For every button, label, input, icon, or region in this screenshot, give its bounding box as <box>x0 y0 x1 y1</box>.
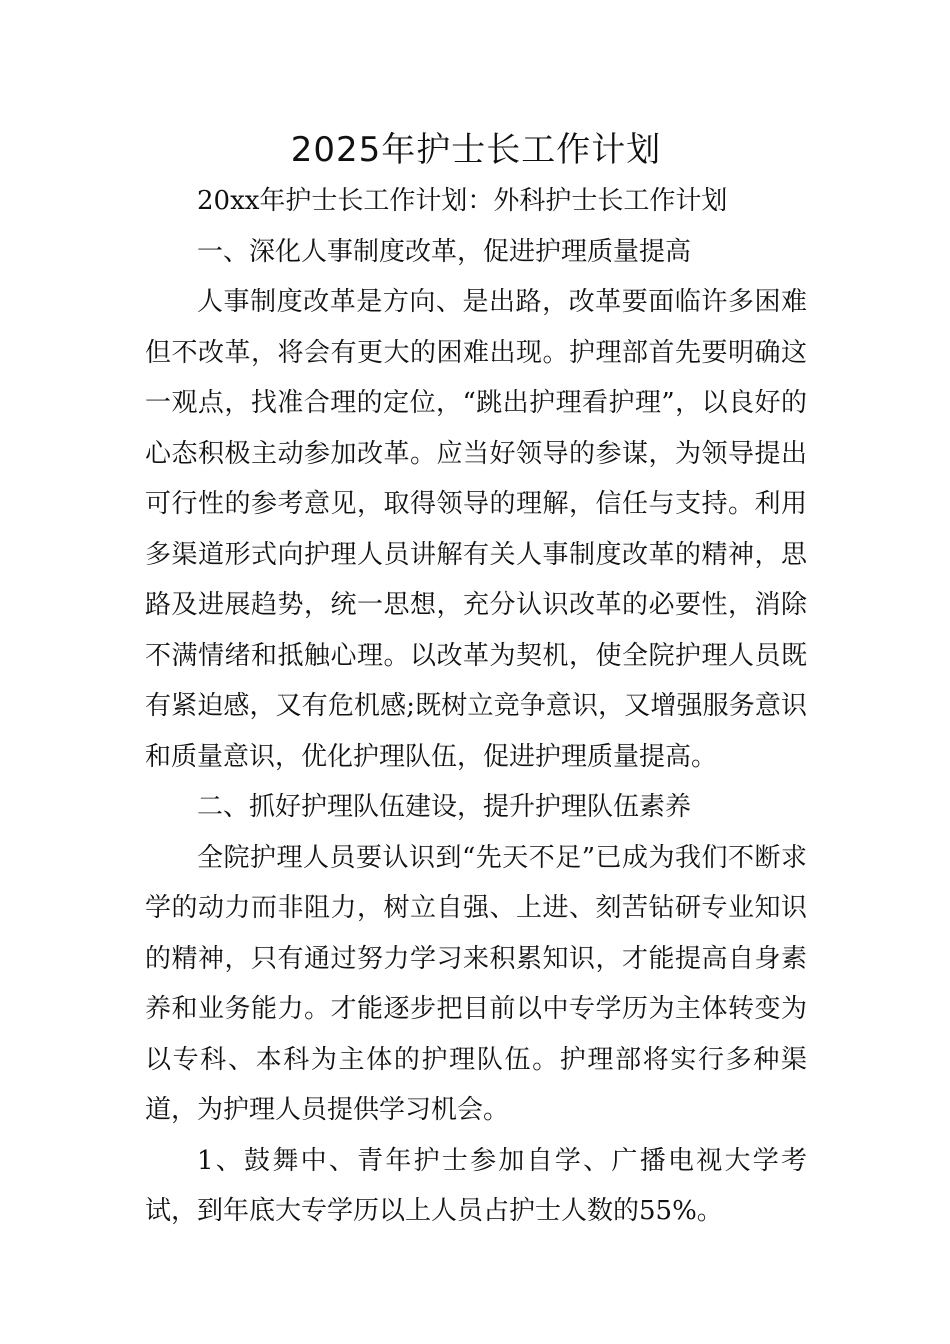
section-heading-2: 二、抓好护理队伍建设，提升护理队伍素养 <box>197 792 692 822</box>
document-title: 2025年护士长工作计划 <box>290 130 662 170</box>
list-item: 1、鼓舞中、青年护士参加自学、广播电视大学考试，到年底大专学历以上人员占护士人数的55%。 <box>145 1145 807 1226</box>
section-heading-1: 一、深化人事制度改革，促进护理质量提高 <box>197 236 692 267</box>
document-subtitle: 20xx年护士长工作计划：外科护士长工作计划 <box>197 186 728 216</box>
body-paragraph: 人事制度改革是方向、是出路，改革要面临许多困难但不改革，将会有更大的困难出现。护理部首先要明确这一观点，找准合理的定位，“跳出护理看护理”，以良好的心态积极主动参加改革。应当好领导的参谋，为领导提出可行性的参考意见，取得领导的理解，信任与支持。利用多渠道形式向护理人员讲解有关人事制度改革的精神，思路及进展趋势，统一思想，充分认识改革的必要性，消除不满情绪和抵触心理。以改革为契机，使全院护理人员既有紧迫感，又有危机感;既树立竞争意识，又增强服务意识和质量意识，优化护理队伍，促进护理质量提高。 <box>145 287 807 772</box>
body-paragraph: 全院护理人员要认识到“先天不足”已成为我们不断求学的动力而非阻力，树立自强、上进、刻苦钻研专业知识的精神，只有通过努力学习来积累知识，才能提高自身素养和业务能力。才能逐步把目前以中专学历为主体转变为以专科、本科为主体的护理队伍。护理部将实行多种渠道，为护理人员提供学习机会。 <box>145 842 807 1125</box>
document-body <box>145 124 807 1237</box>
